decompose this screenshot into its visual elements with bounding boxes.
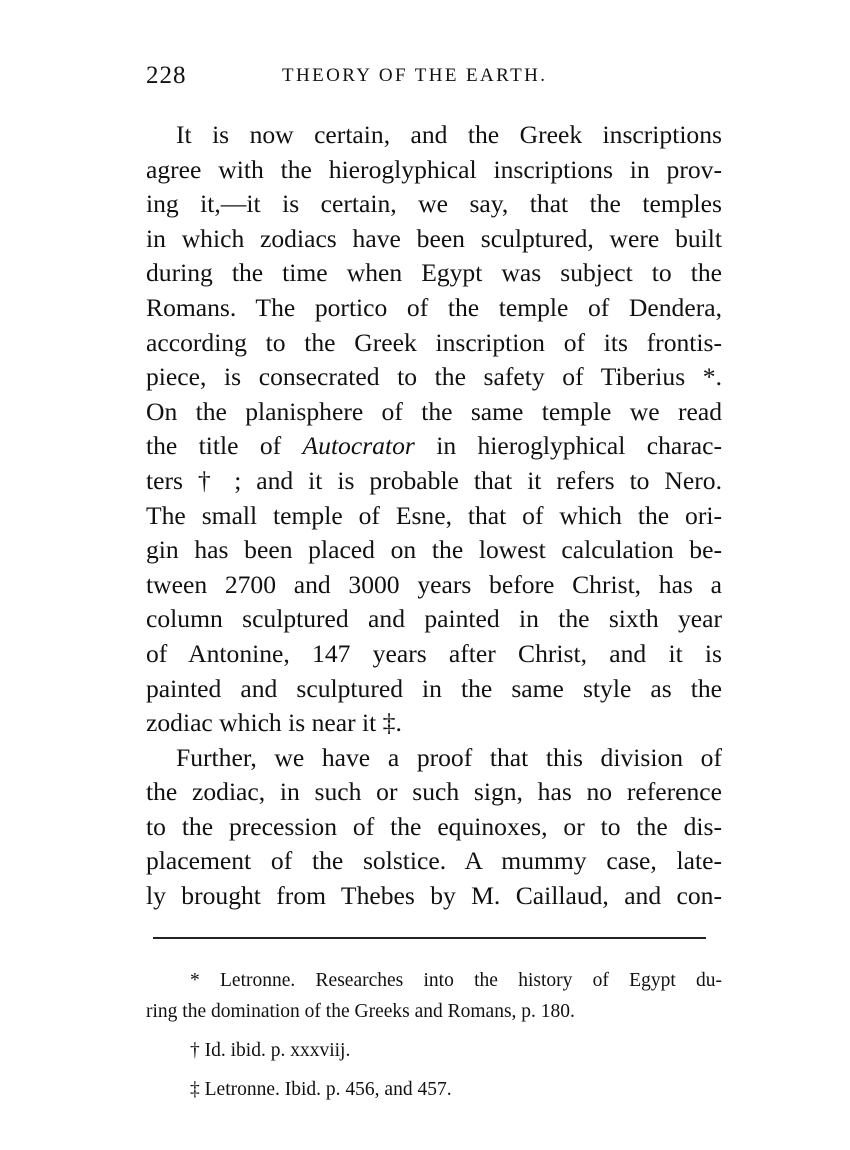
- footnote-line: ‡ Letronne. Ibid. p. 456, and 457.: [190, 1079, 452, 1100]
- text-line: tween 2700 and 3000 years before Christ, has a: [146, 569, 722, 599]
- text-run: the title of: [146, 431, 303, 461]
- text-line: agree with the hieroglyphical inscriptions in prov-: [146, 154, 722, 184]
- text-line: the zodiac, in such or such sign, has no reference: [146, 777, 722, 807]
- text-line: It is now certain, and the Greek inscriptions: [176, 120, 722, 149]
- body-text: [146, 118, 722, 914]
- running-title: THEORY OF THE EARTH.: [282, 65, 548, 86]
- text-line: Romans. The portico of the temple of Dendera,: [146, 292, 722, 322]
- text-line-mixed: [146, 429, 722, 464]
- text-line: zodiac which is near it ‡.: [146, 708, 402, 738]
- text-line: according to the Greek inscription of its frontis-: [146, 327, 722, 357]
- text-line: in which zodiacs have been sculptured, were built: [146, 223, 722, 253]
- text-line: placement of the solstice. A mummy case, late-: [146, 846, 722, 876]
- text-line: piece, is consecrated to the safety of Tiberius *.: [146, 362, 722, 392]
- page-number: 228: [146, 62, 187, 89]
- text-line: ly brought from Thebes by M. Caillaud, and con-: [146, 881, 722, 911]
- footnote-line: * Letronne. Researches into the history of Egypt du-: [190, 970, 722, 991]
- italic-term: Autocrator: [302, 431, 415, 461]
- text-line: Further, we have a proof that this division of: [176, 742, 722, 772]
- text-line: during the time when Egypt was subject to the: [146, 258, 722, 288]
- text-line: On the planisphere of the same temple we read: [146, 396, 722, 426]
- footnote-divider: [153, 937, 706, 939]
- text-line: gin has been placed on the lowest calculation be-: [146, 535, 722, 565]
- running-head: [146, 62, 726, 92]
- text-line: of Antonine, 147 years after Christ, and it is: [146, 638, 722, 668]
- text-line: column sculptured and painted in the sixth year: [146, 604, 722, 634]
- footnote-line: ring the domination of the Greeks and Romans, p. 180.: [146, 1001, 575, 1022]
- footnotes: [146, 965, 722, 1105]
- footnote-line: † Id. ibid. p. xxxviij.: [190, 1040, 351, 1061]
- text-line: The small temple of Esne, that of which the ori-: [146, 500, 722, 530]
- text-run: in hieroglyphical charac-: [414, 431, 722, 461]
- text-line: ters † ; and it is probable that it refers to Nero.: [146, 465, 722, 495]
- text-line: to the precession of the equinoxes, or to the dis-: [146, 811, 722, 841]
- text-line: ing it,—it is certain, we say, that the temples: [146, 189, 722, 219]
- text-line: painted and sculptured in the same style as the: [146, 673, 722, 703]
